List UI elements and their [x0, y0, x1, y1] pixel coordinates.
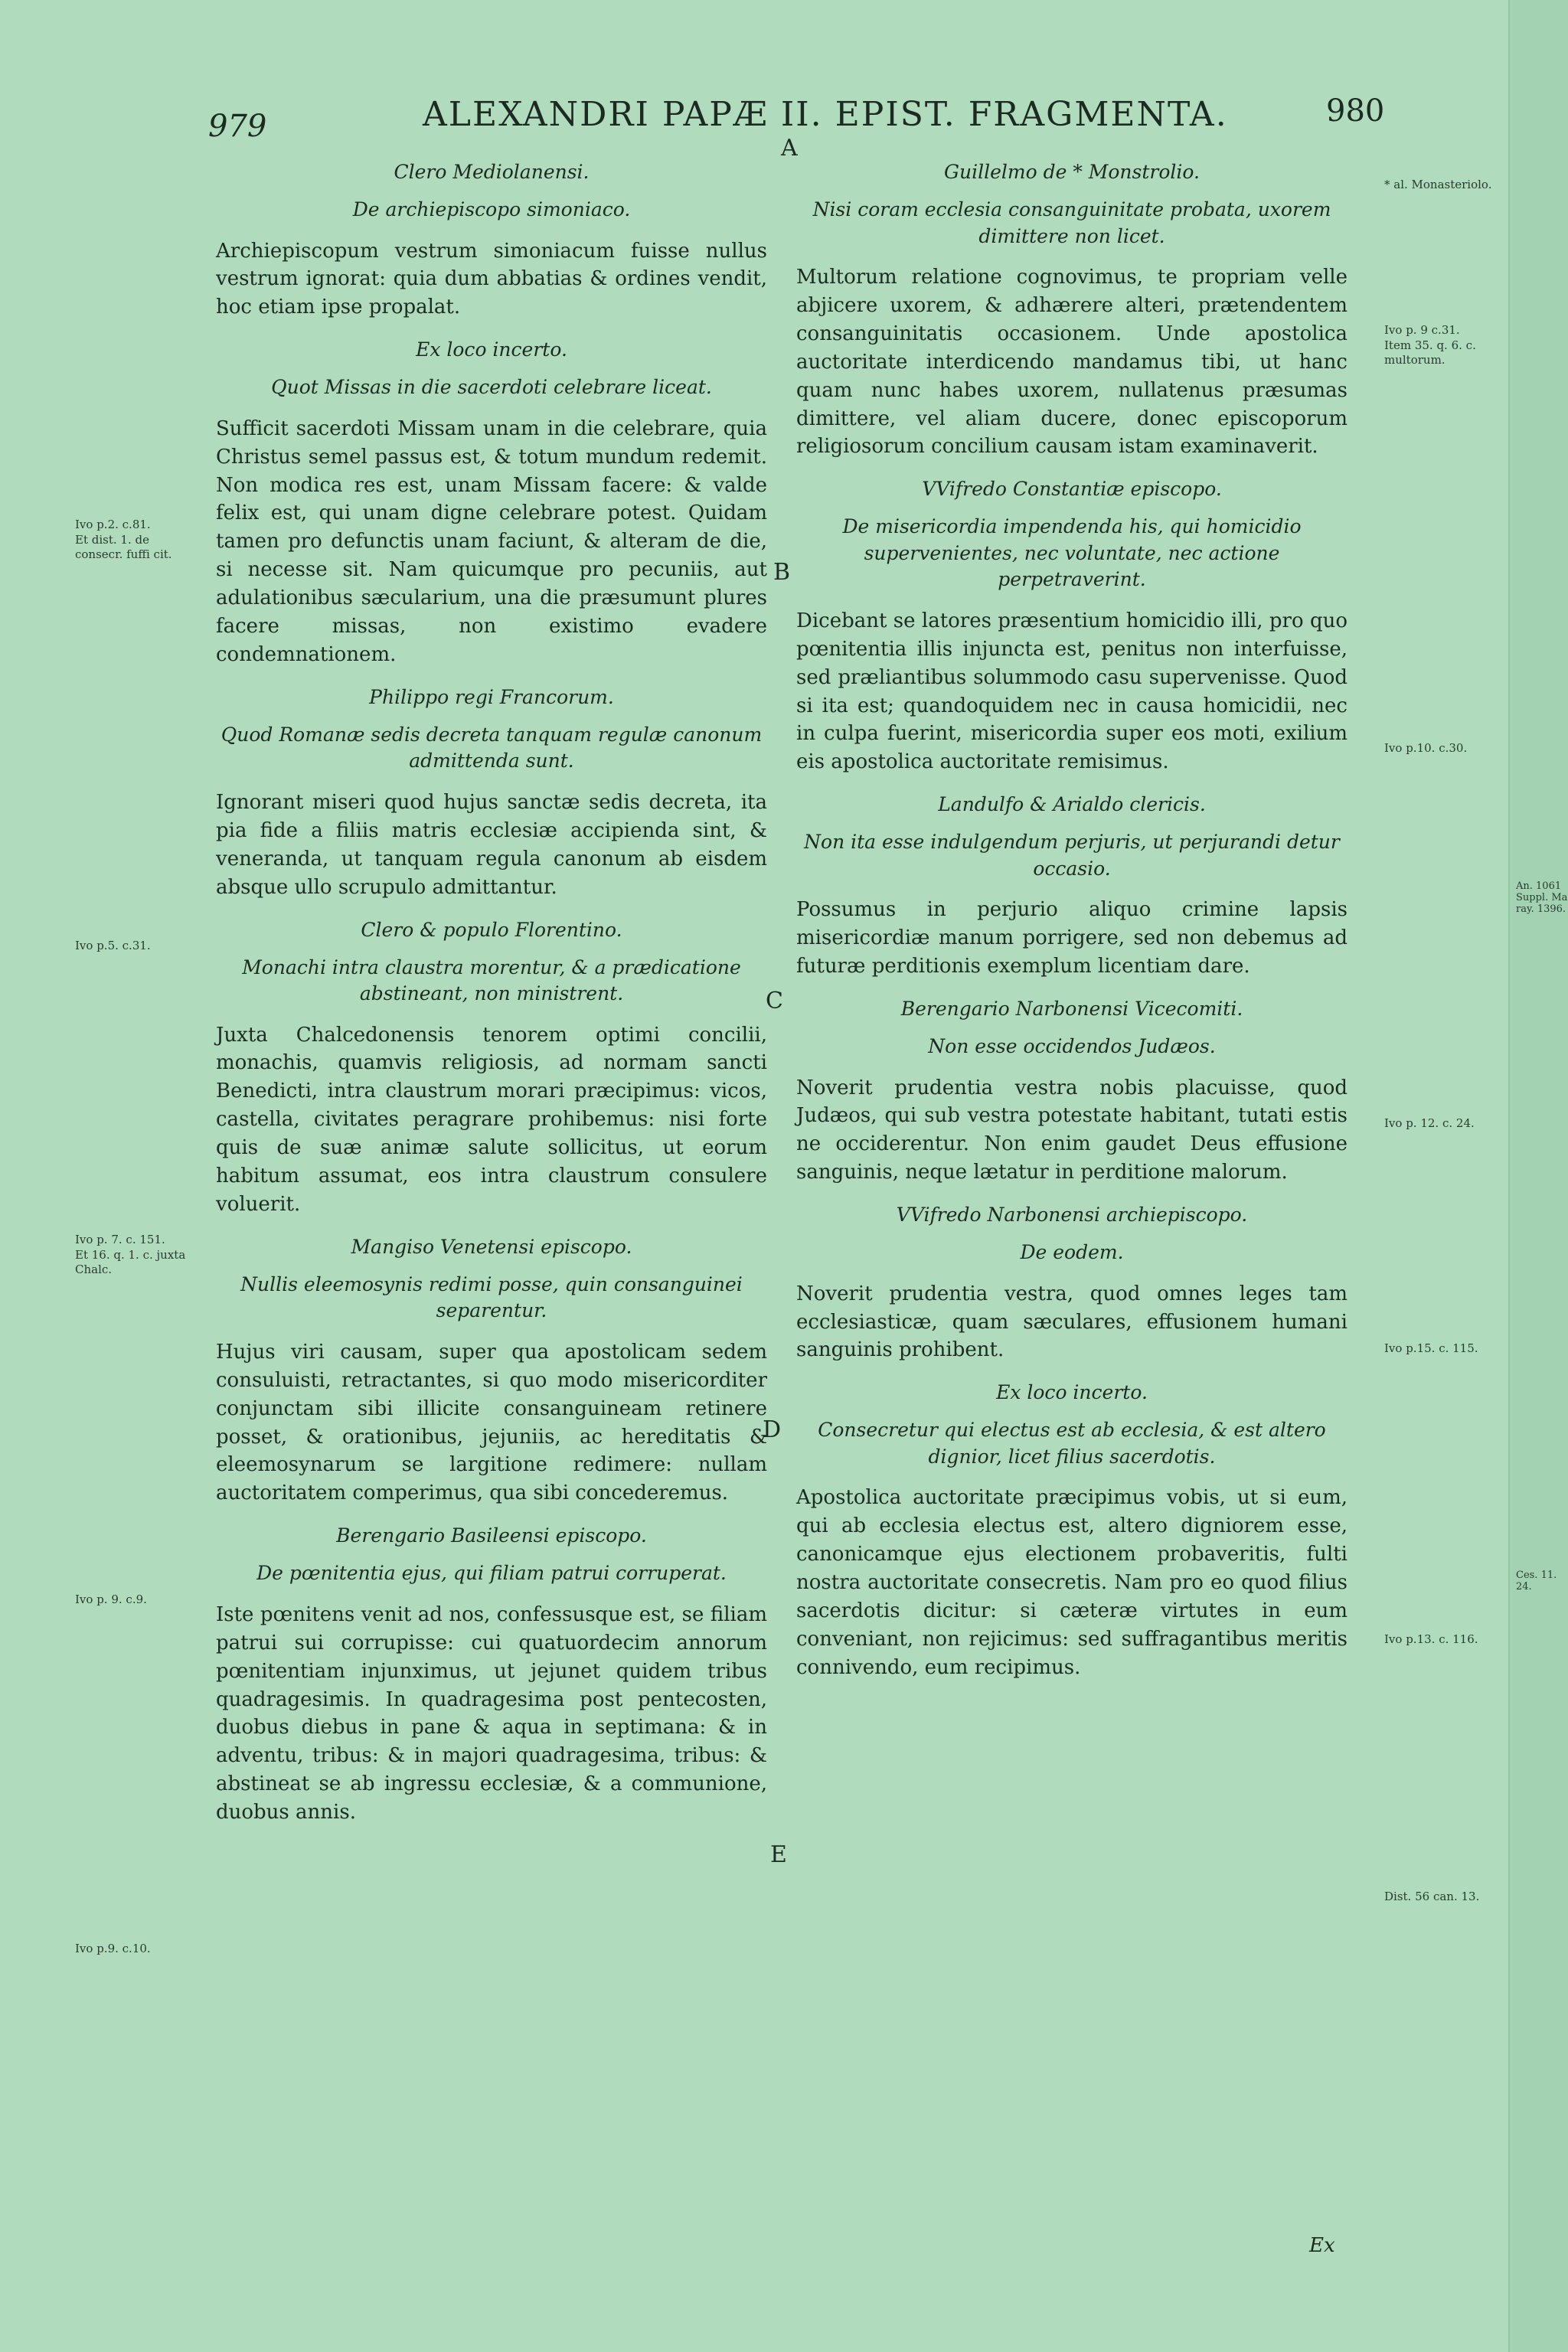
letter-heading: Monachi intra claustra morentur, & a prædicatione abstineant, non ministrent.: [242, 956, 741, 1004]
letter-heading: De archiepiscopo simoniaco.: [352, 198, 631, 220]
letter-address: Clero Mediolanensi.: [394, 161, 590, 183]
margin-note: Ivo p.9. c.10.: [75, 1942, 151, 1955]
letter-block: [796, 1381, 1348, 1681]
letter-text: Dicebant se latores præsentium homicidio illi, pro quo pœnitentia illis injuncta est, penitus non interfuisse, sed præliantibus solummodo casu supervenisse. Quod si ita est; quandoquidem nec in causa homicidii, nec in culpa fuerint, misericordia super eos moti, exilium eis apostolica auctoritate remisimus.: [796, 609, 1348, 774]
margin-note: Ivo p. 12. c. 24.: [1384, 1116, 1475, 1130]
margin-note: Ivo p.15. c. 115.: [1384, 1341, 1478, 1355]
margin-note: Ivo p.2. c.81. Et dist. 1. de consecr. fuffi cit.: [75, 518, 172, 561]
margin-note: Ivo p. 9 c.31. Item 35. q. 6. c. multorum.: [1384, 323, 1476, 367]
right-column: [796, 161, 1348, 1699]
margin-note: Ivo p.5. c.31.: [75, 939, 151, 952]
running-title: ALEXANDRI PAPÆ II. EPIST. FRAGMENTA.: [423, 95, 1228, 134]
letter-address: Ex loco incerto.: [416, 338, 567, 361]
letter-address: VVifredo Constantiæ episcopo.: [922, 478, 1222, 501]
letter-heading: Nullis eleemosynis redimi posse, quin consanguinei separentur.: [240, 1272, 743, 1322]
letter-address: Clero & populo Florentino.: [361, 918, 622, 941]
letter-block: [216, 338, 767, 669]
letter-block: [216, 161, 767, 322]
section-letter: E: [770, 1841, 787, 1868]
section-letter: C: [766, 988, 783, 1014]
edge-note: Ces. 11. 24.: [1516, 1570, 1557, 1592]
section-letter: B: [773, 559, 791, 586]
letter-address: Philippo regi Francorum.: [369, 685, 614, 708]
margin-note: Dist. 56 can. 13.: [1384, 1890, 1480, 1903]
letter-address: VVifredo Narbonensi archiepiscopo.: [896, 1204, 1248, 1227]
letter-address: Ex loco incerto.: [996, 1381, 1148, 1404]
letter-block: [216, 686, 767, 902]
letter-block: [796, 998, 1348, 1187]
margin-note: * al. Monasteriolo.: [1384, 178, 1492, 191]
catchword: Ex: [1309, 2234, 1335, 2257]
letter-heading: Consecretur qui electus est ab ecclesia, & est altero dignior, licet filius sacerdotis.: [818, 1419, 1326, 1468]
letter-address: Guillelmo de * Monstrolio.: [944, 161, 1200, 183]
letter-address: Landulfo & Arialdo clericis.: [938, 793, 1206, 816]
letter-block: [216, 1236, 767, 1508]
section-letter: D: [763, 1416, 782, 1443]
letter-text: Hujus viri causam, super qua apostolicam sedem consuluisti, retractantes, si quo modo misericorditer conjunctam sibi illicite consanguineam retinere posset, & orationibus, jejuniis, ac hereditatis & eleemosynarum se largitione redimere: nullam auctoritatem comperimus, qua sibi concederemus.: [216, 1340, 767, 1505]
letter-block: [796, 161, 1348, 461]
margin-note: Ivo p. 7. c. 151. Et 16. q. 1. c. juxta Chalc.: [75, 1233, 186, 1276]
letter-heading: Non esse occidendos Judæos.: [928, 1035, 1216, 1057]
letter-heading: Quot Missas in die sacerdoti celebrare liceat.: [271, 376, 712, 399]
letter-address: Berengario Basileensi episcopo.: [336, 1524, 647, 1547]
letter-heading: Quod Romanæ sedis decreta tanquam regulæ canonum admittenda sunt.: [220, 723, 763, 773]
left-column: [216, 161, 767, 1844]
letter-text: Noverit prudentia vestra nobis placuisse, quod Judæos, qui sub vestra potestate habitant, tutati estis ne occiderentur. Non enim gaudet Deus effusione sanguinis, neque lætatur in perditione malorum.: [796, 1076, 1348, 1184]
letter-address: Mangiso Venetensi episcopo.: [351, 1235, 632, 1258]
letter-heading: De eodem.: [1020, 1241, 1124, 1264]
page-number-right: 980: [1326, 93, 1385, 129]
letter-address: Berengario Narbonensi Vicecomiti.: [900, 998, 1243, 1020]
letter-text: Iste pœnitens venit ad nos, confessusque est, se filiam patrui sui corrupisse: cui quatuordecim annorum pœnitentiam injunximus, ut jejunet quidem tribus quadragesimis. In quadragesima post pentecosten, duobus diebus in pane & aqua in septimana: & in adventu, tribus: & in majori quadragesima, tribus: & abstineat se ab ingressu ecclesiæ, & a communione, duobus annis.: [216, 1602, 767, 1824]
letter-text: Archiepiscopum vestrum simoniacum fuisse nullus vestrum ignorat: quia dum abbatias & ordines vendit, hoc etiam ipse propalat.: [216, 239, 767, 319]
margin-note: Ivo p.10. c.30.: [1384, 741, 1468, 755]
edge-note: An. 1061 Suppl. Ma ray. 1396.: [1516, 880, 1568, 915]
page-header: [0, 86, 1508, 144]
section-letter: A: [781, 135, 798, 162]
letter-text: Juxta Chalcedonensis tenorem optimi concilii, monachis, quamvis religiosis, ad normam sancti Benedicti, intra claustrum morari præcipimus: vicos, castella, civitates peragrare prohibemus: nisi forte quis de suæ animæ salute sollicitus, ut eorum habitum assumat, eos intra claustrum consulere voluerit.: [216, 1023, 767, 1216]
letter-heading: De misericordia impendenda his, qui homicidio supervenientes, nec voluntate, nec actione perpetraverint.: [842, 515, 1302, 591]
margin-note: Ivo p. 9. c.9.: [75, 1592, 147, 1606]
letter-heading: De pœnitentia ejus, qui filiam patrui corruperat.: [256, 1562, 727, 1585]
letter-text: Sufficit sacerdoti Missam unam in die celebrare, quia Christus semel passus est, & totum mundum redemit. Non modica res est, unam Missam facere: & valde felix est, qui unam digne celebrare potest. Quidam tamen pro defunctis unam faciunt, & alteram de die, si necesse sit. Nam quicumque pro pecuniis, aut adulationibus sæcularium, una die præsumunt plures facere missas, non existimo evadere condemnationem.: [216, 416, 767, 666]
letter-heading: Nisi coram ecclesia consanguinitate probata, uxorem dimittere non licet.: [812, 198, 1331, 247]
letter-text: Possumus in perjurio aliquo crimine lapsis misericordiæ manum porrigere, sed non debemus ad futuræ perditionis exemplum licentiam dare.: [796, 898, 1348, 978]
letter-block: [796, 793, 1348, 981]
letter-text: Ignorant miseri quod hujus sanctæ sedis decreta, ita pia fide a filiis matris ecclesiæ accipienda sint, & veneranda, ut tanquam regula canonum ab eisdem absque ullo scrupulo admittantur.: [216, 790, 767, 899]
letter-block: [796, 1204, 1348, 1364]
letter-text: Apostolica auctoritate præcipimus vobis, ut si eum, qui ab ecclesia electus est, altero digniorem esse, canonicamque ejus electionem probaveritis, fulti nostra auctoritate consecretis. Nam pro eo quod filius sacerdotis dicitur: si cæteræ virtutes in eum conveniant, non rejicimus: sed suffragantibus meritis connivendo, eum recipimus.: [796, 1486, 1348, 1679]
margin-note: Ivo p.13. c. 116.: [1384, 1632, 1478, 1646]
letter-text: Multorum relatione cognovimus, te propriam velle abjicere uxorem, & adhærere alteri, prætendentem consanguinitatis occasionem. Unde apostolica auctoritate interdicendo mandamus tibi, ut hanc quam nunc habes uxorem, nullatenus præsumas dimittere, vel aliam ducere, donec episcoporum religiosorum concilium causam istam examinaverit.: [796, 266, 1348, 459]
letter-heading: Non ita esse indulgendum perjuris, ut perjurandi detur occasio.: [804, 831, 1340, 880]
letter-block: [216, 919, 767, 1219]
facing-page-edge: [1508, 0, 1568, 2352]
letter-block: [796, 478, 1348, 776]
letter-text: Noverit prudentia vestra, quod omnes leges tam ecclesiasticæ, quam sæculares, effusionem humani sanguinis prohibent.: [796, 1282, 1348, 1362]
letter-block: [216, 1524, 767, 1827]
page-number-left: 979: [208, 109, 267, 144]
